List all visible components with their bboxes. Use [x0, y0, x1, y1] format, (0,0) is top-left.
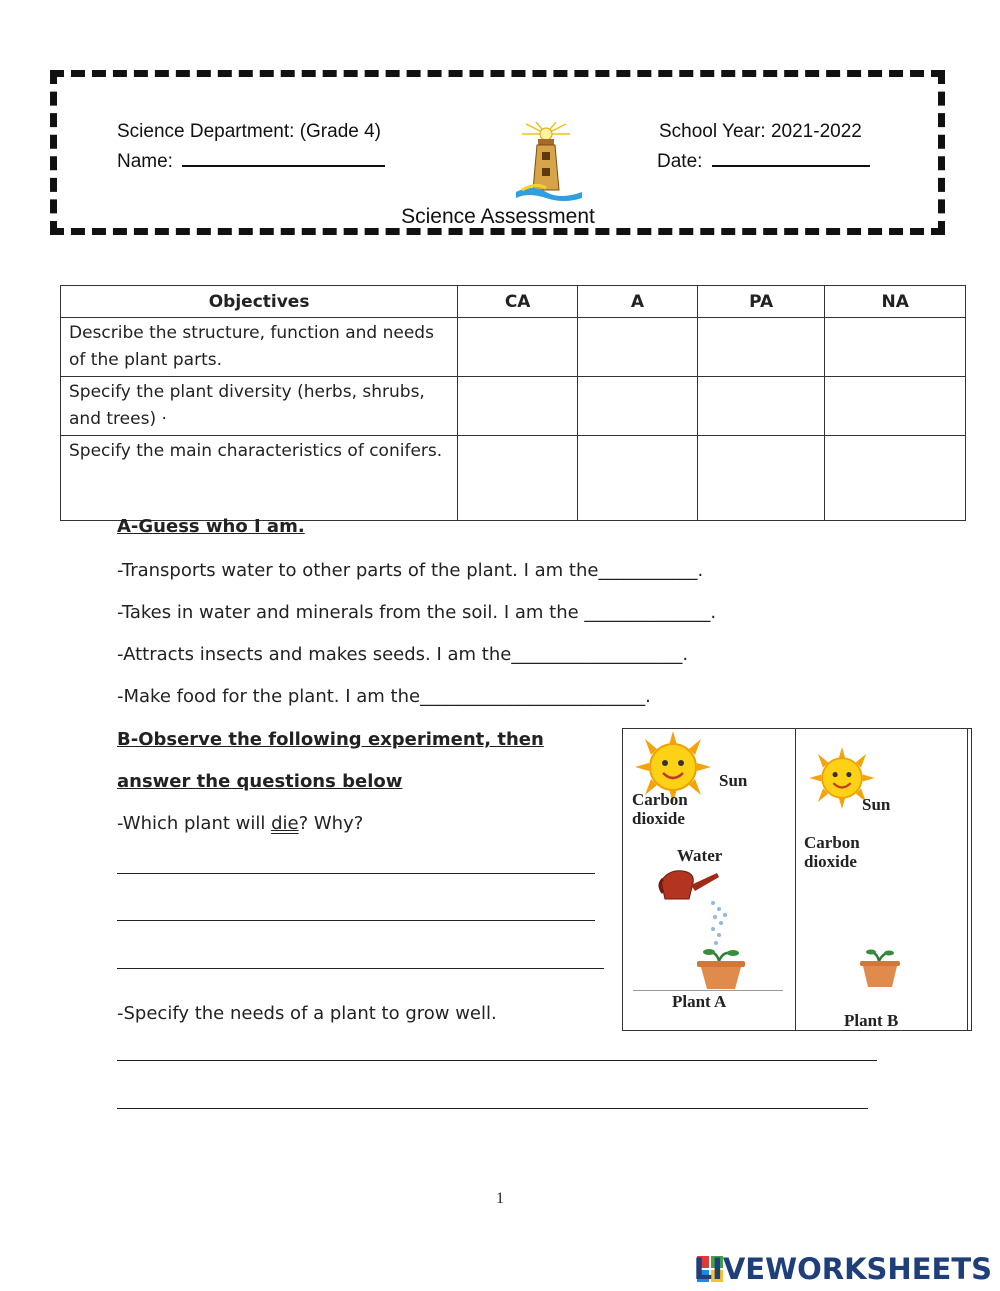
figure-right-border	[967, 729, 968, 1030]
question-text: -Make food for the plant. I am the	[117, 686, 421, 707]
objective-cell: Describe the structure, function and needs of the plant parts.	[61, 318, 458, 377]
water-drops-icon	[707, 897, 731, 953]
answer-blank[interactable]: ______________	[584, 602, 711, 623]
plant-b-pot-icon	[857, 947, 903, 991]
co2-line2: dioxide	[804, 852, 857, 871]
col-objectives: Objectives	[61, 286, 458, 318]
a-cell[interactable]	[578, 377, 698, 436]
question-text: -Which plant will	[117, 813, 272, 834]
answer-line[interactable]	[117, 920, 595, 921]
page-title: Science Assessment	[401, 205, 595, 228]
question-end: .	[682, 644, 689, 665]
brand-name[interactable]: LIVEWORKSHEETS	[693, 1252, 992, 1286]
a-cell[interactable]	[578, 318, 698, 377]
ca-cell[interactable]	[458, 318, 578, 377]
ground-line	[633, 990, 783, 991]
question-text: -Attracts insects and makes seeds. I am the	[117, 644, 512, 665]
question-a4	[117, 686, 651, 707]
pa-cell[interactable]	[697, 318, 825, 377]
plant-b-co2-label	[804, 833, 860, 871]
ca-cell[interactable]	[458, 377, 578, 436]
plant-b-sun-label: Sun	[862, 795, 891, 814]
figure-divider	[795, 729, 796, 1030]
plant-b-label: Plant B	[844, 1011, 899, 1030]
table-row	[61, 377, 966, 436]
question-a2	[117, 602, 716, 623]
table-row	[61, 318, 966, 377]
plant-a-label: Plant A	[672, 992, 727, 1011]
objectives-table	[60, 285, 966, 521]
plant-a-water-label: Water	[677, 846, 723, 865]
co2-line1: Carbon	[632, 790, 688, 809]
col-ca: CA	[458, 286, 578, 318]
question-end: .	[697, 560, 704, 581]
na-cell[interactable]	[825, 318, 966, 377]
section-b-heading-line2: answer the questions below	[117, 771, 403, 792]
col-na: NA	[825, 286, 966, 318]
section-a-heading: A-Guess who I am.	[117, 516, 305, 537]
answer-blank[interactable]: ___________________	[511, 644, 683, 665]
na-cell[interactable]	[825, 436, 966, 521]
lighthouse-logo-icon	[512, 122, 588, 204]
pa-cell[interactable]	[697, 377, 825, 436]
plant-a-sun-label: Sun	[719, 771, 748, 790]
page-number: 1	[496, 1190, 504, 1207]
objective-cell: Specify the main characteristics of conifers.	[61, 436, 458, 521]
a-cell[interactable]	[578, 436, 698, 521]
plant-a-co2-label	[632, 790, 688, 828]
co2-line1: Carbon	[804, 833, 860, 852]
question-text: ? Why?	[298, 813, 364, 834]
question-a1	[117, 560, 703, 581]
pa-cell[interactable]	[697, 436, 825, 521]
department-label: Science Department: (Grade 4)	[117, 121, 382, 142]
question-b1	[117, 813, 363, 834]
ca-cell[interactable]	[458, 436, 578, 521]
co2-line2: dioxide	[632, 809, 685, 828]
answer-line[interactable]	[117, 968, 604, 969]
name-field[interactable]	[117, 149, 385, 173]
question-text: -Transports water to other parts of the plant. I am the	[117, 560, 599, 581]
na-cell[interactable]	[825, 377, 966, 436]
date-label: Date:	[657, 151, 703, 172]
table-row	[61, 436, 966, 521]
school-year: School Year: 2021-2022	[659, 121, 862, 142]
plant-a-pot-icon	[693, 947, 749, 991]
question-end: .	[645, 686, 651, 707]
col-a: A	[578, 286, 698, 318]
answer-blank[interactable]: _________________________	[420, 686, 646, 707]
question-end: .	[710, 602, 717, 623]
name-blank[interactable]	[182, 149, 385, 167]
question-keyword: die	[271, 813, 299, 834]
date-field[interactable]	[657, 149, 870, 173]
answer-line[interactable]	[117, 873, 595, 874]
answer-blank[interactable]: ___________	[598, 560, 698, 581]
question-b2: -Specify the needs of a plant to grow well.	[117, 1003, 497, 1024]
question-a3	[117, 644, 688, 665]
objective-cell: Specify the plant diversity (herbs, shrubs, and trees) ·	[61, 377, 458, 436]
date-blank[interactable]	[712, 149, 870, 167]
answer-line[interactable]	[117, 1060, 877, 1061]
section-b-heading-line1: B-Observe the following experiment, then	[117, 729, 544, 750]
experiment-figure	[622, 728, 972, 1031]
question-text: -Takes in water and minerals from the soil. I am the	[117, 602, 585, 623]
col-pa: PA	[697, 286, 825, 318]
table-header-row	[61, 286, 966, 318]
name-label: Name:	[117, 151, 173, 172]
answer-line[interactable]	[117, 1108, 868, 1109]
